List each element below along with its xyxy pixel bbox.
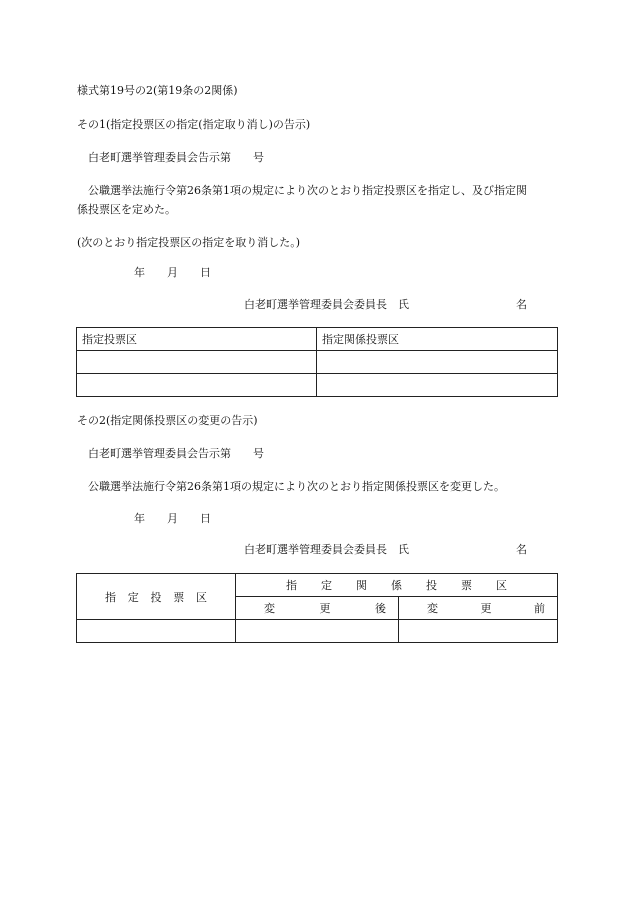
table-cell bbox=[77, 620, 236, 643]
table-cell bbox=[77, 374, 317, 397]
table-header-row bbox=[77, 328, 558, 351]
section1-signature-name-char: 名 bbox=[516, 298, 527, 311]
section2-date: 年 月 日 bbox=[134, 512, 211, 525]
section1-body-line1: 公職選挙法施行令第26条第1項の規定により次のとおり指定投票区を指定し、及び指定関 bbox=[88, 184, 527, 197]
section1-heading: その1(指定投票区の指定(指定取り消し)の告示) bbox=[77, 118, 311, 131]
table-row bbox=[77, 620, 558, 643]
table-cell bbox=[317, 351, 558, 374]
section1-notice-number: 白老町選挙管理委員会告示第 号 bbox=[88, 151, 264, 164]
table-cell bbox=[77, 351, 317, 374]
after-change-header: 変 更 後 bbox=[236, 597, 399, 620]
section1-date: 年 月 日 bbox=[134, 266, 211, 279]
section2-notice-number: 白老町選挙管理委員会告示第 号 bbox=[88, 447, 264, 460]
section2-body: 公職選挙法施行令第26条第1項の規定により次のとおり指定関係投票区を変更した。 bbox=[88, 480, 505, 493]
form-title: 様式第19号の2(第19条の2関係) bbox=[77, 84, 238, 97]
table-cell bbox=[399, 620, 558, 643]
designation-table bbox=[76, 327, 558, 397]
section2-signature-name-char: 名 bbox=[516, 543, 527, 556]
table-row bbox=[77, 351, 558, 374]
section2-signature: 白老町選挙管理委員会委員長 氏 bbox=[244, 543, 409, 556]
related-district-header: 指定関係投票区 bbox=[317, 328, 558, 351]
section1-note: (次のとおり指定投票区の指定を取り消した。) bbox=[77, 236, 301, 249]
section1-body-line2: 係投票区を定めた。 bbox=[77, 203, 176, 216]
designated-district-header: 指定投票区 bbox=[77, 328, 317, 351]
table-row bbox=[77, 374, 558, 397]
section1-signature: 白老町選挙管理委員会委員長 氏 bbox=[244, 298, 409, 311]
before-change-header: 変 更 前 bbox=[399, 597, 558, 620]
table-header-row bbox=[77, 574, 558, 597]
related-district-group-header: 指 定 関 係 投 票 区 bbox=[236, 574, 558, 597]
table-cell bbox=[317, 374, 558, 397]
section2-heading: その2(指定関係投票区の変更の告示) bbox=[77, 414, 258, 427]
change-table bbox=[76, 573, 558, 643]
designated-district-header: 指 定 投 票 区 bbox=[77, 574, 236, 620]
table-cell bbox=[236, 620, 399, 643]
